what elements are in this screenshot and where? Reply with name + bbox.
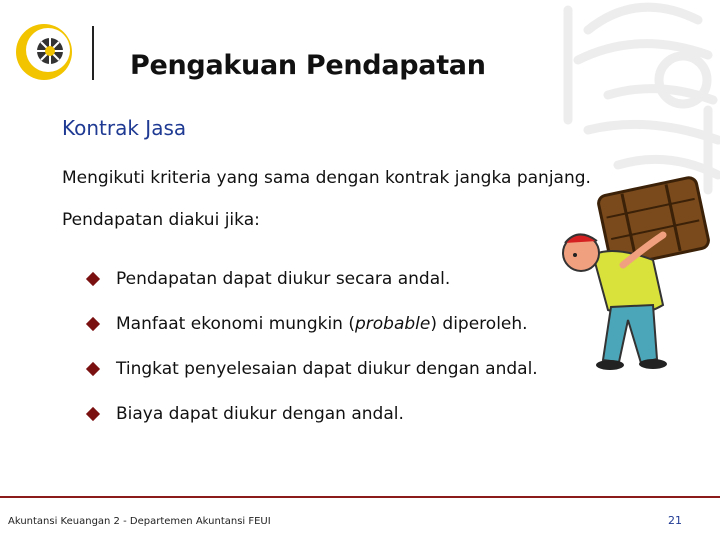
list-item <box>84 346 538 391</box>
criteria-list <box>84 256 538 436</box>
title-separator <box>92 26 94 80</box>
diamond-bullet-icon <box>86 361 100 375</box>
list-item-text: Manfaat ekonomi mungkin (probable) diperoleh. <box>116 313 528 334</box>
man-carrying-chest-clipart <box>553 175 715 375</box>
paragraph-criteria: Mengikuti kriteria yang sama dengan kontrak jangka panjang. <box>62 168 591 188</box>
footer-divider <box>0 496 720 498</box>
list-item <box>84 391 538 436</box>
diamond-bullet-icon <box>86 406 100 420</box>
list-item-text: Tingkat penyelesaian dapat diukur dengan andal. <box>116 358 538 379</box>
list-item <box>84 301 538 346</box>
paragraph-recognition: Pendapatan diakui jika: <box>62 210 260 230</box>
slide-title: Pengakuan Pendapatan <box>130 50 486 81</box>
footer-text: Akuntansi Keuangan 2 - Departemen Akuntansi FEUI <box>8 516 271 527</box>
italic-term: probable <box>355 313 431 334</box>
list-item-text: Biaya dapat diukur dengan andal. <box>116 403 404 424</box>
page-number: 21 <box>668 514 682 527</box>
section-subtitle: Kontrak Jasa <box>62 116 187 140</box>
diamond-bullet-icon <box>86 271 100 285</box>
list-item-text: Pendapatan dapat diukur secara andal. <box>116 268 451 289</box>
university-logo-icon <box>14 22 74 82</box>
list-item <box>84 256 538 301</box>
diamond-bullet-icon <box>86 316 100 330</box>
